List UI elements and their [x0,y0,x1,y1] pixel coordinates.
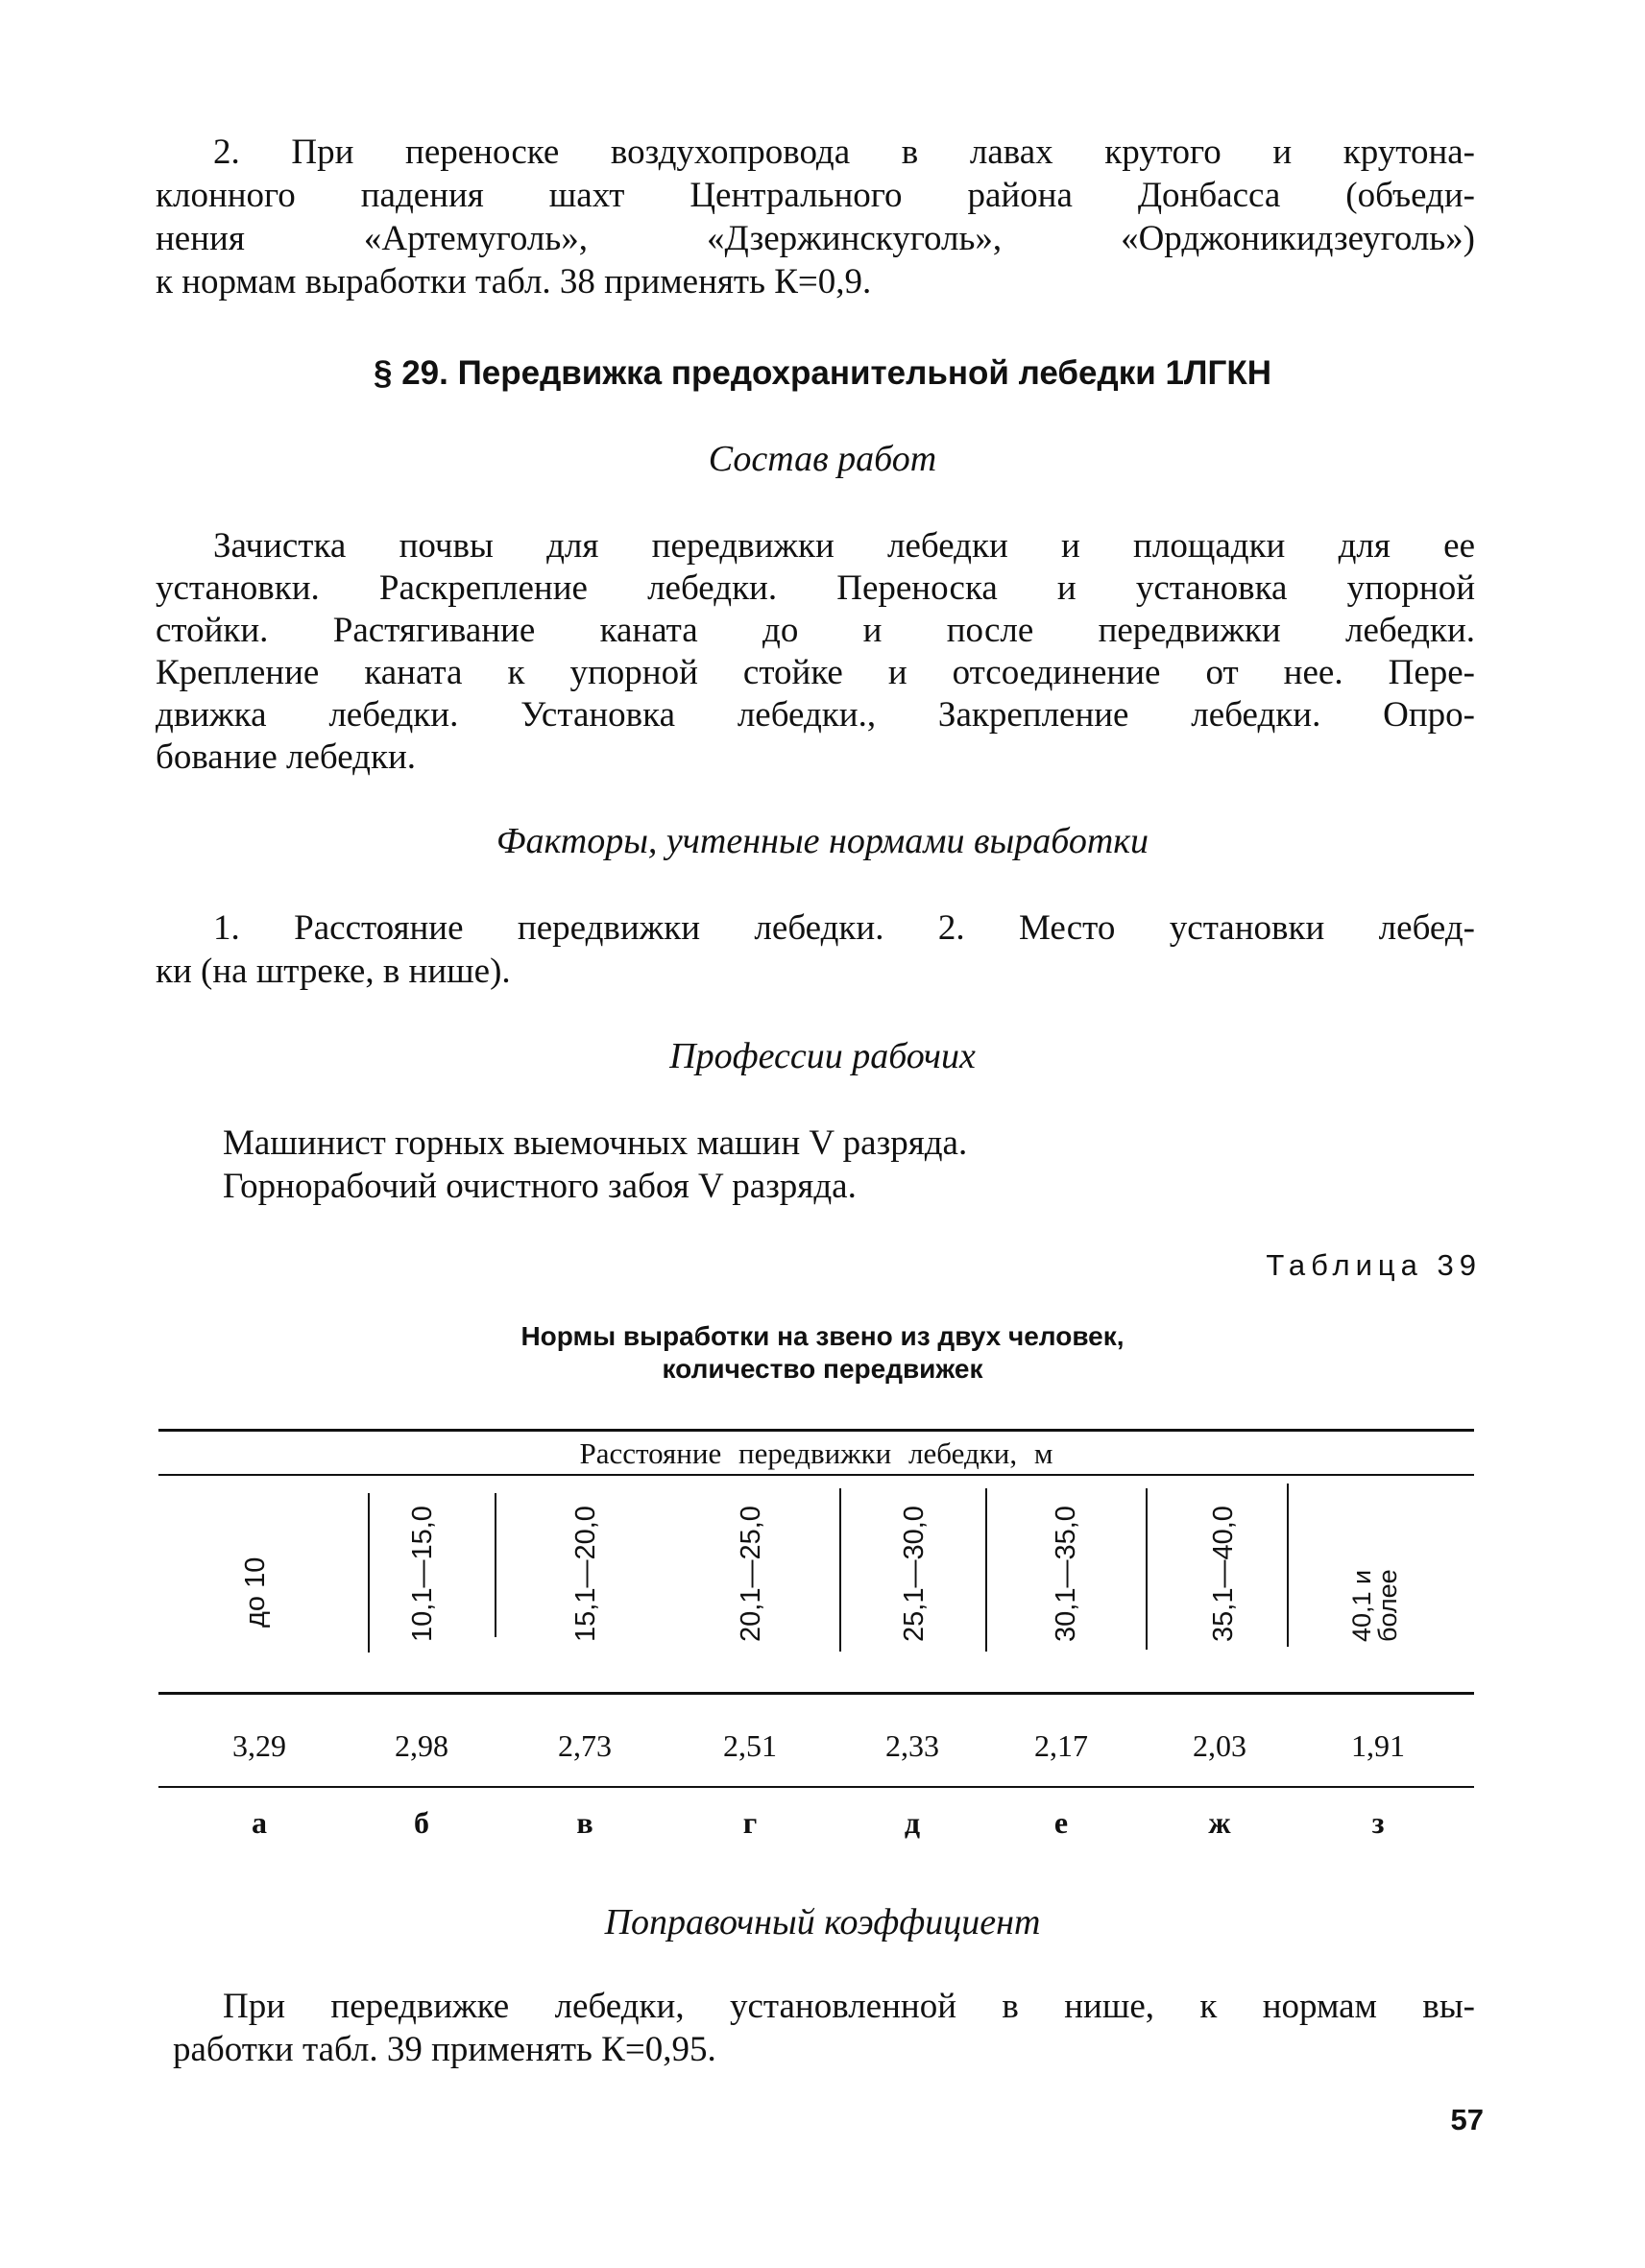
column-divider [1146,1488,1148,1650]
table-title: количество передвижек [662,1354,983,1384]
text-line: ки (на штреке, в нише). [156,952,511,991]
text-line: 2. При переноске воздухопровода в лавах крутого и крутона- [213,133,1475,172]
table-rule [158,1692,1474,1695]
table-value: 2,03 [1193,1728,1246,1763]
column-letter: ж [1208,1805,1231,1840]
column-letter: а [252,1805,267,1840]
column-header: 40,1 и [1347,1569,1376,1642]
text-line: стойки. Растягивание каната до и после передвижки лебедки. [156,611,1475,650]
text-line: работки табл. 39 применять К=0,95. [173,2030,716,2069]
table-rule [158,1474,1474,1476]
column-letter: з [1371,1805,1385,1840]
table-value: 2,73 [558,1728,612,1763]
table-value: 2,33 [885,1728,939,1763]
page-number: 57 [1450,2103,1484,2136]
text-line: бование лебедки. [156,737,417,777]
column-header: до 10 [240,1556,271,1628]
group-header: Расстояние передвижки лебедки, м [579,1436,1053,1470]
professions-heading: Профессии рабочих [669,1036,976,1076]
column-header: 25,1—30,0 [899,1506,930,1642]
section-heading: § 29. Передвижка предохранительной лебедки 1ЛГКН [374,354,1271,392]
table-value: 2,17 [1034,1728,1088,1763]
column-header: 30,1—35,0 [1051,1506,1081,1642]
column-divider [368,1493,370,1653]
column-header: 20,1—25,0 [736,1506,766,1642]
text-line: движка лебедки. Установка лебедки., Закрепление лебедки. Опро- [156,695,1475,735]
text-line: Зачистка почвы для передвижки лебедки и площадки для ее [213,526,1475,566]
table-title: Нормы выработки на звено из двух человек, [520,1321,1125,1351]
text-line: установки. Раскрепление лебедки. Переноска и установка упорной [156,568,1475,608]
column-divider [985,1488,987,1652]
table-rule [158,1786,1474,1788]
table-rule [158,1429,1474,1432]
table-value: 3,29 [232,1728,286,1763]
column-header: 15,1—20,0 [570,1506,601,1642]
column-letter: б [414,1805,429,1840]
text-line: При передвижке лебедки, установленной в нише, к нормам вы- [223,1987,1475,2026]
column-header: более [1373,1569,1402,1642]
column-divider [1287,1484,1289,1647]
column-letter: д [904,1805,921,1840]
column-header: 10,1—15,0 [407,1506,438,1642]
text-line: 1. Расстояние передвижки лебедки. 2. Место установки лебед- [213,908,1475,948]
column-header: 35,1—40,0 [1208,1506,1239,1642]
factors-heading: Факторы, учтенные нормами выработки [496,821,1149,861]
text-line: Горнорабочий очистного забоя V разряда. [223,1167,857,1206]
text-line: клонного падения шахт Центрального района Донбасса (объеди- [156,176,1475,215]
table-value: 1,91 [1351,1728,1405,1763]
work-heading: Состав работ [708,439,937,479]
text-line: Машинист горных выемочных машин V разряда. [223,1123,968,1163]
column-letter: е [1053,1805,1069,1840]
table-value: 2,51 [723,1728,777,1763]
column-divider [495,1493,496,1637]
text-line: Крепление каната к упорной стойке и отсоединение от нее. Пере- [156,653,1475,692]
table-value: 2,98 [395,1728,448,1763]
column-letter: в [576,1805,593,1840]
correction-heading: Поправочный коэффициент [604,1902,1041,1942]
table-label: Таблица 39 [1266,1248,1482,1282]
column-letter: г [742,1805,758,1840]
text-line: к нормам выработки табл. 38 применять К=0,9. [156,262,872,302]
column-divider [839,1488,841,1652]
text-line: нения «Артемуголь», «Дзержинскуголь», «Орджоникидзеуголь») [156,219,1475,258]
